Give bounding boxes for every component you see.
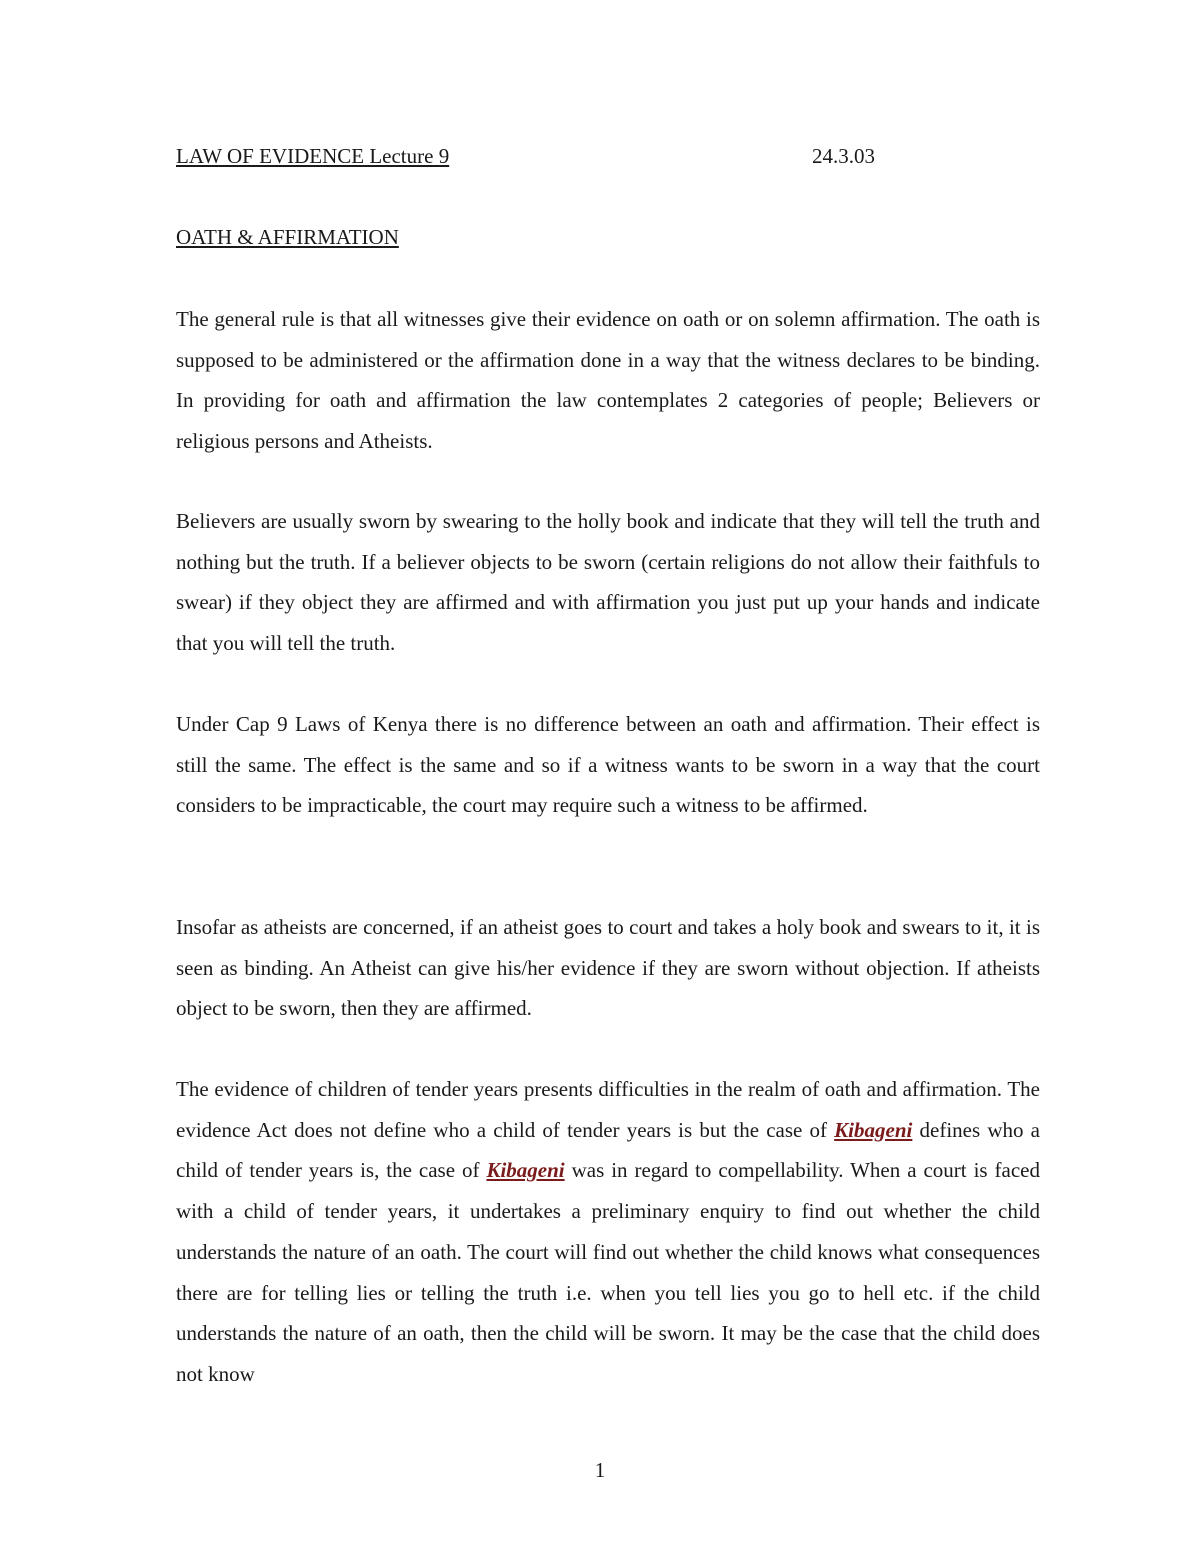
document-title: LAW OF EVIDENCE Lecture 9 — [176, 144, 450, 168]
paragraph-atheists: Insofar as atheists are concerned, if an atheist goes to court and takes a holy book and swears to it, it is seen as binding. An Atheist can give his/her evidence if they are sworn without objection. If atheists object to be sworn, then they are affirmed. — [176, 915, 1040, 1021]
paragraph-text: defines who a child of tender years is, the case of — [176, 1117, 1040, 1183]
paragraph-children — [176, 1069, 1040, 1395]
document-header — [176, 144, 886, 172]
paragraph-believers: Believers are usually sworn by swearing to the holly book and indicate that they will tell the truth and nothing but the truth. If a believer objects to be sworn (certain religions do not allow their faithfuls to swear) if they object they are affirmed and with affirmation you just put up your hands and indicate that you will tell the truth. — [176, 509, 1040, 656]
paragraph-general-rule: The general rule is that all witnesses give their evidence on oath or on solemn affirmation. The oath is supposed to be administered or the affirmation done in a way that the witness declares to be binding. In providing for oath and affirmation the law contemplates 2 categories of people; Believers or religious persons and Atheists. — [176, 307, 1040, 454]
paragraph-text: The evidence of children of tender years presents difficulties in the realm of oath and affirmation. The evidence Act does not define who a child of tender years is but the case of — [176, 1077, 1040, 1142]
case-name-kibageni: Kibageni — [486, 1158, 565, 1183]
document-date: 24.3.03 — [812, 144, 875, 168]
case-name-kibageni: Kibageni — [834, 1117, 913, 1142]
section-heading: OATH & AFFIRMATION — [176, 225, 399, 249]
paragraph-cap-9: Under Cap 9 Laws of Kenya there is no difference between an oath and affirmation. Their effect is still the same. The effect is the same and so if a witness wants to be sworn in a way that the court considers to be impracticable, the court may require such a witness to be affirmed. — [176, 712, 1040, 818]
page-number: 1 — [594, 1458, 606, 1482]
paragraph-text: was in regard to compellability. When a court is faced with a child of tender years, it undertakes a preliminary enquiry to find out whether the child understands the nature of an oath. The court will find out whether the child knows what consequences there are for telling lies or telling the truth i.e. when you tell lies you go to hell etc. if the child understands the nature of an oath, then the child will be sworn. It may be the case that the child does not know — [176, 1158, 1040, 1386]
